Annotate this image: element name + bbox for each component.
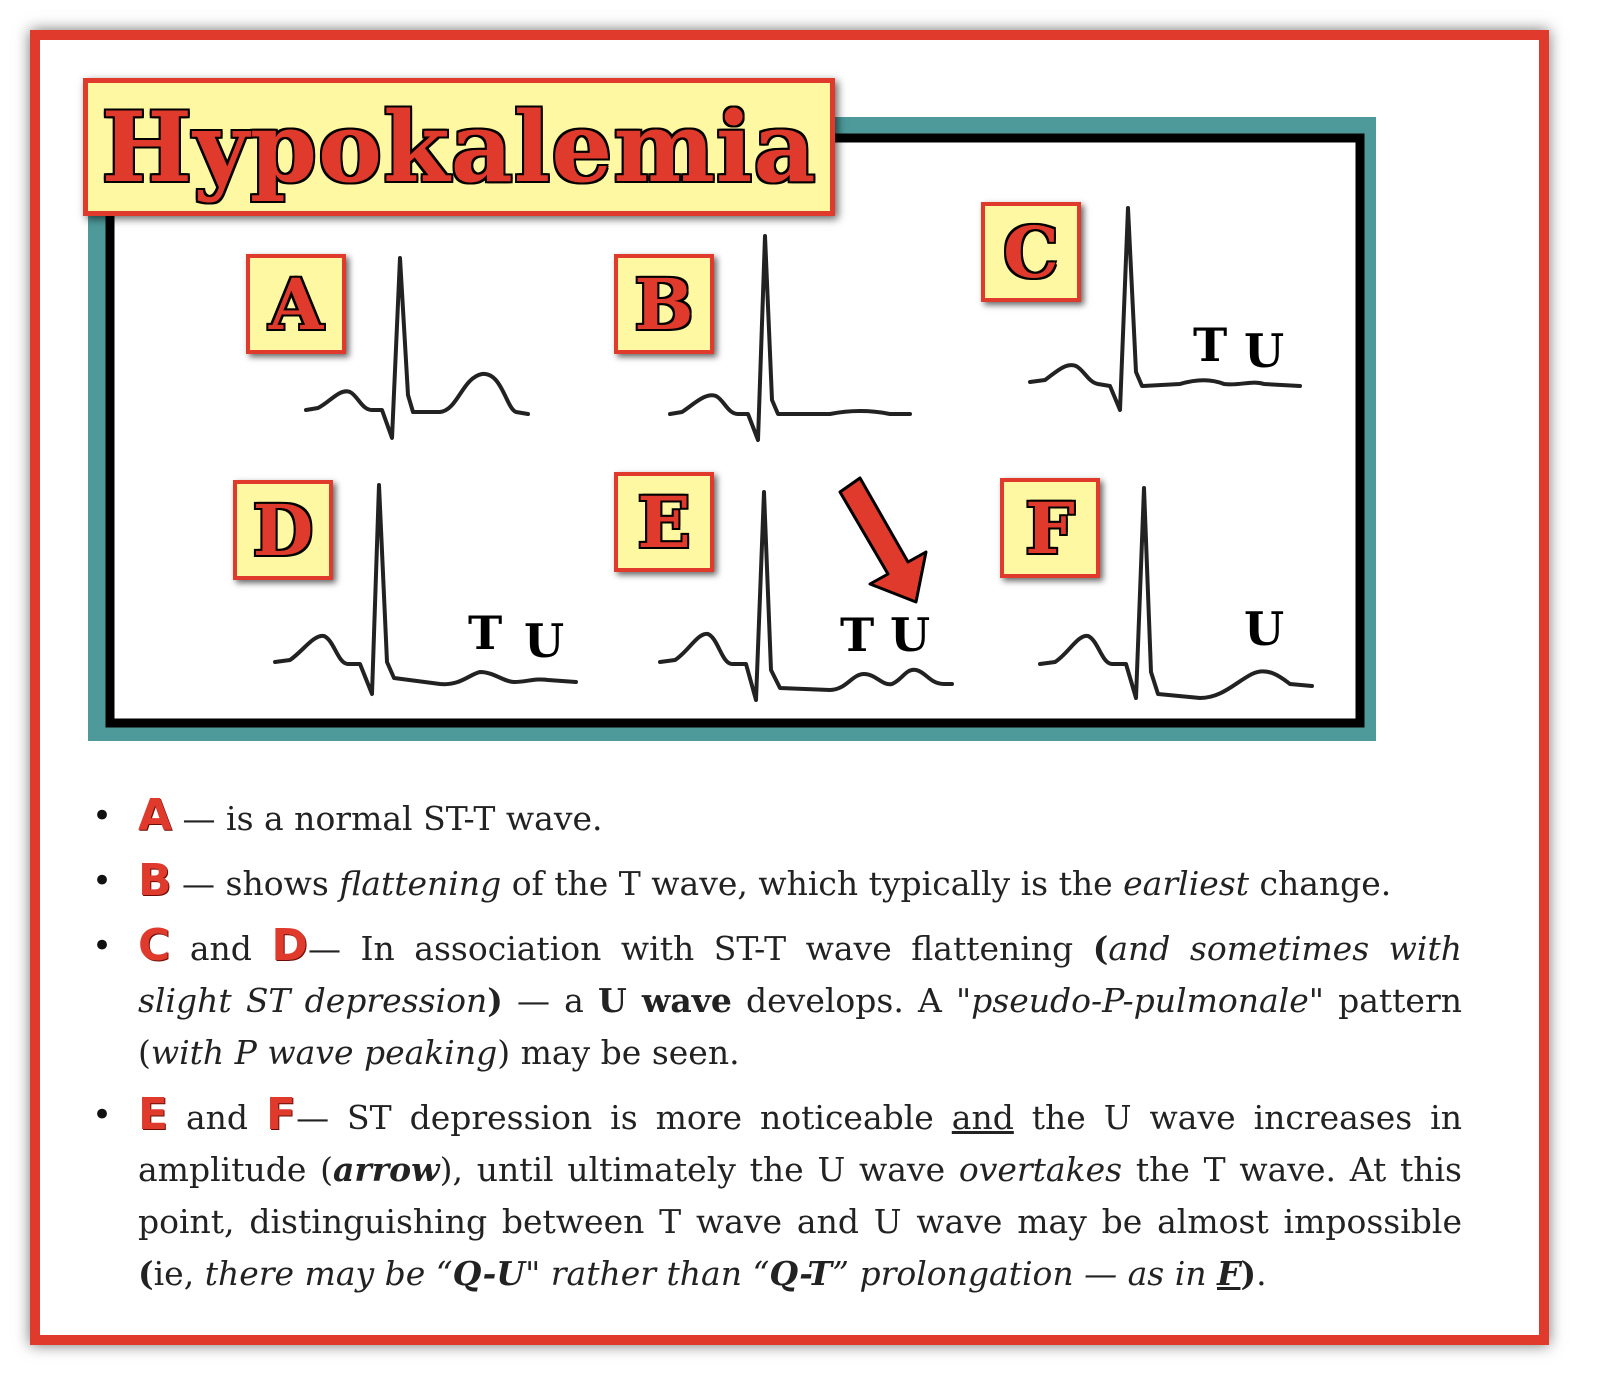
wave-label-c-t: T <box>1193 318 1228 372</box>
note-text: of the T wave, which typically is the <box>501 864 1124 903</box>
note-text: earliest <box>1123 864 1249 903</box>
panel-label-e: E <box>614 472 714 572</box>
note-text: with P wave peaking <box>150 1033 498 1072</box>
note-text: — ST depression is more noticeable <box>296 1098 952 1137</box>
panel-ref-letter: E <box>138 1089 169 1140</box>
note-text: and sometimes with slight ST depression <box>138 929 1462 1020</box>
note-item-e-f <box>90 1089 1462 1300</box>
note-text: — a <box>502 981 598 1020</box>
note-text: flattening <box>339 864 502 903</box>
diagram-panel <box>110 138 1360 723</box>
panel-label-a: A <box>246 254 346 354</box>
note-text: the T wave. At this point, distinguishing between T wave and U wave may be almost impossible <box>138 1150 1462 1241</box>
note-text: develops. A <box>731 981 956 1020</box>
note-text: there may be “ <box>204 1254 453 1293</box>
note-text: ie, <box>153 1254 205 1293</box>
wave-label-f-u: U <box>1244 602 1285 656</box>
note-text: arrow <box>333 1150 440 1189</box>
note-text: the U wave increases in amplitude ( <box>138 1098 1462 1189</box>
note-text: — shows <box>171 864 340 903</box>
note-item-a <box>90 790 1462 845</box>
note-item-c-d <box>90 920 1462 1079</box>
note-text: pattern ( <box>138 981 1462 1072</box>
note-text: . <box>1256 1254 1267 1293</box>
note-text: ( <box>1092 929 1109 968</box>
note-text: — is a normal ST-T wave. <box>172 799 603 838</box>
note-text: and <box>170 929 272 968</box>
panel-label-f: F <box>1000 478 1100 578</box>
wave-label-c-u: U <box>1244 324 1285 378</box>
panel-ref-letter: F <box>266 1089 297 1140</box>
note-text: change. <box>1248 864 1392 903</box>
note-text: "pseudo-P-pulmonale" <box>955 981 1324 1020</box>
note-text: ” prolongation — as in <box>832 1254 1217 1293</box>
note-text: ) may be seen. <box>497 1033 740 1072</box>
note-text: ) <box>1240 1254 1257 1293</box>
note-text: Q-U <box>452 1254 526 1293</box>
note-text: — In association with ST-T wave flattening <box>307 929 1093 968</box>
note-text: ) <box>487 981 503 1020</box>
panel-ref-letter: B <box>138 855 172 906</box>
panel-label-d: D <box>233 480 333 580</box>
note-text: U wave <box>597 981 732 1020</box>
note-text: and <box>168 1098 267 1137</box>
panel-ref-letter: A <box>138 790 173 841</box>
panel-ref-letter: C <box>138 920 171 971</box>
panel-label-c: C <box>981 202 1081 302</box>
notes-list <box>90 790 1462 1310</box>
note-text: Q-T <box>769 1254 833 1293</box>
note-text: F <box>1217 1254 1241 1293</box>
wave-label-d-t: T <box>468 606 503 660</box>
wave-label-d-u: U <box>524 614 565 668</box>
note-text: ), until ultimately the U wave <box>439 1150 959 1189</box>
title-box <box>83 78 835 216</box>
panel-label-b: B <box>614 254 714 354</box>
page-title: Hypokalemia <box>101 90 817 204</box>
note-text: ( <box>138 1254 154 1293</box>
panel-ref-letter: D <box>271 920 308 971</box>
note-text: overtakes <box>958 1150 1123 1189</box>
note-text: " rather than “ <box>525 1254 770 1293</box>
wave-label-e-t: T <box>840 608 875 662</box>
note-text: and <box>951 1098 1014 1137</box>
wave-label-e-u: U <box>890 608 931 662</box>
note-item-b <box>90 855 1462 910</box>
